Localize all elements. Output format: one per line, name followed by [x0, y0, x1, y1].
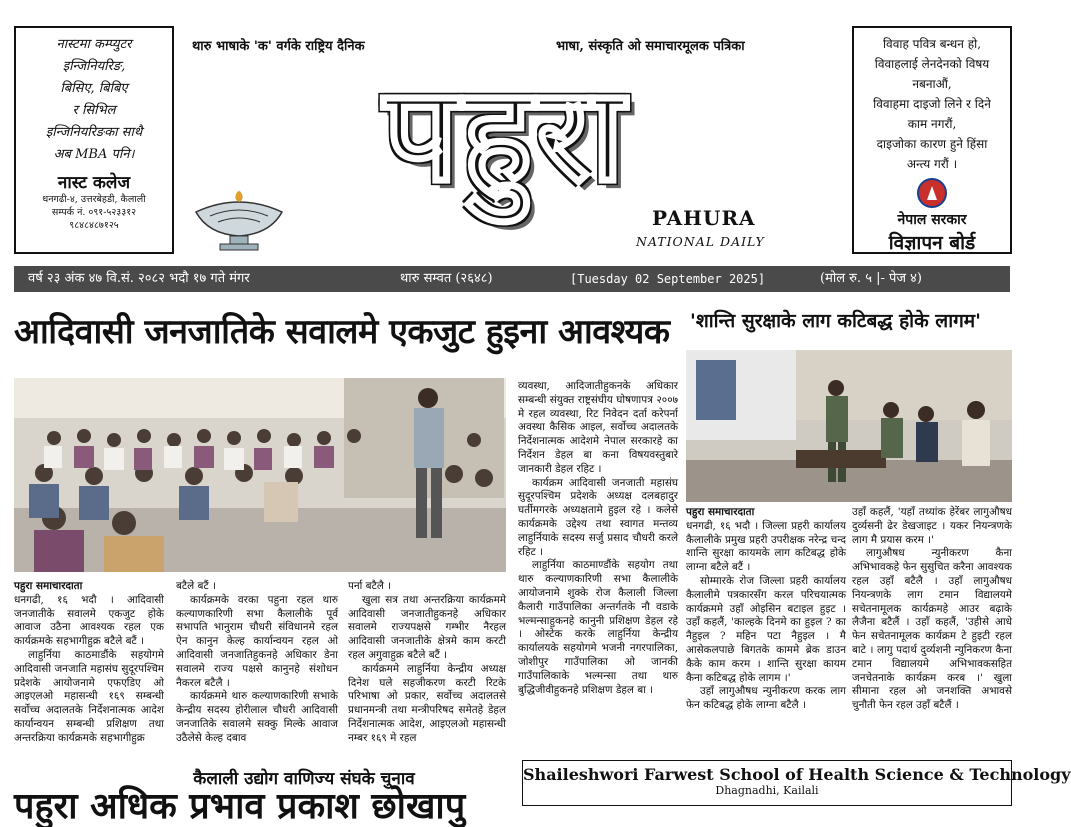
bottom-headline: पहुरा अधिक प्रभाव प्रकाश छोखापु [14, 786, 466, 827]
side-headline: 'शान्ति सुरक्षाके लाग कटिबद्ध होके लागम' [690, 310, 981, 332]
ad-left-line: र सिभिल [72, 103, 116, 118]
masthead-subtitle: NATIONAL DAILY [636, 234, 765, 249]
nepal-emblem-icon [917, 178, 947, 208]
ad-right-line: काम नगरौं, [907, 117, 957, 131]
school-advertisement [522, 760, 1071, 806]
paragraph: बटैले बटैं । [176, 580, 216, 592]
police-meeting-photo [686, 350, 1012, 502]
masthead-english: PAHURA [652, 206, 756, 230]
ad-right-line: विवाह पवित्र बन्धन हो, [882, 37, 982, 51]
college-advertisement [14, 26, 174, 254]
ad-right-line: नबनाऔं, [912, 77, 952, 91]
byline: पहुरा समाचारदाता [686, 506, 755, 518]
paragraph: लाहुर्निया काठमाडौंके सहयोगमे आदिवासी जनजाति महासंघ सुदूरपश्चिम प्रदेशके आयोजनामे एफएडिए ओ आइएलओ महासन्धी १६९ सम्बन्धी सर्वोच्च अदालतके निर्देशनात्मक आदेश कार्यान्वयन सम्बन्धी प्रशिक्षण तथा अन्तरक्रिया कार्यक्रमके सहभागीहुक्र [14, 648, 164, 744]
college-phone: ९८४८४८७१२५ [69, 220, 119, 231]
ad-left-line: इन्जिनियरिङ, [62, 59, 126, 74]
college-contact: सम्पर्क नं. ०९१-५२३३१२ [51, 207, 137, 218]
paragraph: लाहुर्निया काठमाण्डौंके सहयोग तथा थारु कल्याणकारिणी सभा कैलालीके आयोजनामे शुक्के रोज कैलाली जिल्ला कैलारी गाउँपालिका अन्तर्गतके नौ वडाके भल्मन्साहुकनहे कानुनी प्रशिक्षण डेहल रहे । ओस्टेक करके लाहुर्निया केन्द्रीय कार्यालयके सहयोगमे भजनी नगरपालिका, जोशीपुर गाउँपालिका ओ जानकी गाउँपालिकाके भल्मन्सा तथा थारु बुद्धिजीवीहुकनहे प्रशिक्षण डेहल बा । [518, 559, 678, 696]
ad-right-board: विज्ञापन बोर्ड [888, 232, 976, 254]
ad-right-line: दाइजोका कारण हुने हिंसा [876, 137, 988, 151]
article-column-1 [14, 580, 164, 760]
paragraph: लागुऔषध न्युनीकरण कैना अभिभावकहे फेन सुसुचित करैना आवश्यक रहल उहाँ बटैलै । उहाँ लागुऔषध नियन्त्रणके लाग टमान विद्यालयमे सचेतनामूलक कार्यक्रमहे आउर बढ़ाके लैजैना बटैलैं । उहाँ कहलैं, 'उहीसे आधे फेन सचेतनामूलक कार्यक्रम टे हुइटी रहल बाटे । लागु पदार्थ दुर्व्यशनी न्युनिकरण कैना टमान विद्यालयमे अभिभावकसहित जनचेतनाके कार्यक्रम करब ।' खुला सीमाना रहल ओ जनशक्ति अभावसे चुनौती फेन रहल उहाँ बटैलैं । [852, 547, 1012, 712]
bottom-subheadline: कैलाली उद्योग वाणिज्य संघके चुनाव [193, 769, 415, 789]
issue-info-strip [14, 266, 1010, 292]
byline: पहुरा समाचारदाता [14, 580, 83, 592]
paragraph: खुला सत्र तथा अन्तरक्रिया कार्यक्रममे आदिवासी जनजातीहुकनहे अधिकार सवालमे राज्यपक्षसे गम्भीर नैरहल आदिवासी जनजातीके क्षेत्रमे काम करटी रहल अगुवाहुक्र बटैले बटैं । [348, 593, 506, 661]
issue-number: वर्ष २३ अंक ४७ वि.सं. २०८२ भदौ १७ गते मंगर [28, 271, 250, 286]
ad-right-government: नेपाल सरकार [897, 212, 967, 228]
paragraph: कार्यक्रममे लाहुर्निया केन्द्रीय अध्यक्ष दिनेश घले सहजीकरण करटी रिटके परिभाषा ओ प्रकार, सर्वोच्च अदालतसे प्रधानमन्त्री तथा मन्त्रीपरिषद समेतहे डेहल निर्देशनात्मक आदेश, आइएलओ महासन्धी नम्बर १६९ मे रहल [348, 662, 506, 744]
article-column-5 [686, 506, 846, 756]
ad-right-line: विवाहमा दाइजो लिने र दिने [873, 97, 991, 111]
ad-left-mba: अब MBA पनि। [53, 147, 135, 162]
paragraph: उहाँ लागुऔषध न्युनीकरण करक लाग फेन कटिबद्ध होके लाग्ना बटैलै । [686, 685, 846, 712]
article-column-6 [852, 506, 1012, 756]
article-column-3 [348, 580, 506, 760]
article-column-4 [518, 380, 678, 760]
paragraph: उहाँ कहलैं, 'यहाँ तथ्यांक हेरेंबर लागुऔषध दुर्व्यसनी ढेर डेखजाइट । यकर नियन्त्रणके लाग मै प्रयास करम ।' [852, 506, 1012, 546]
tagline-right: भाषा, संस्कृति ओ समाचारमूलक पत्रिका [556, 39, 745, 54]
paragraph: धनगढी, १६ भदौ । जिल्ला प्रहरी कार्यालय कैलालीके प्रमुख प्रहरी उपरीक्षक नरेन्द्र चन्द शान्ति सुरक्षा कायमके लाग कटिबद्ध होके लाग्ना बटैले बटैं । [686, 519, 846, 574]
main-headline: आदिवासी जनजातिके सवालमे एकजुट हुइना आवश्यक [14, 312, 670, 352]
paragraph: व्यवस्था, आदिजातीहुकनके अधिकार सम्बन्धी संयुक्त राष्ट्रसंघीय घोषणापत्र २००७ मे रहल व्यवस्था, रिट निवेदन दर्ता करेपर्ना अवस्था कैसिक आइल, सर्वोच्च अदालतके निर्देशनात्मक आदेशमे नेपाल सरकारहे का निर्देशन डेहल बा कना विषयवस्तुबारे जानकारी डेहल रहिट । [518, 380, 678, 475]
paragraph: कार्यक्रममे थारु कल्याणकारिणी सभाके केन्द्रीय सदस्य होरीलाल चौधरी आदिवासी जनजातिके सवालमे सक्कु मिल्के आवाज उठैलेसे केल्ह दबाव [176, 690, 338, 744]
english-date: [Tuesday 02 September 2025] [570, 272, 766, 286]
masthead-title: पहुरा [383, 58, 629, 212]
tharu-year: थारु सम्वत (२६४८) [400, 271, 493, 286]
paragraph: सोम्मारके रोज जिल्ला प्रहरी कार्यालय कैलालीमे पत्रकारसँग करल परिचयात्मक कार्यक्रममे उहाँ ओइसिन बटाइल हुइट । उहाँ कहलैं, 'काल्हके दिनमे का हुइल ? का नैहुइल ? महिन पटा नैहुइल । मै आसेकलपाछे बिगतके काममे ब्रेक डाउन कैके काम करम । शान्ति सुरक्षा कायम कैना कटिबद्ध होके लागम ।' [686, 574, 846, 684]
college-name: नास्ट कलेज [57, 173, 131, 193]
paragraph: पर्ना बटैलै । [348, 580, 392, 592]
school-name: Shaileshwori Farwest School of Health Science & Technology [523, 765, 1071, 784]
ad-left-line: इन्जिनियरिङका साथै [45, 125, 143, 140]
ad-left-line: बिसिए, बिबिए [60, 81, 128, 96]
ad-right-line: अन्त्य गरौं । [906, 157, 958, 171]
article-column-2 [176, 580, 338, 760]
ad-left-line: नास्टमा कम्प्युटर [56, 37, 132, 52]
college-address: धनगढी-४, उत्तरबेहडी, कैलाली [42, 194, 146, 205]
paragraph: कार्यक्रम आदिवासी जनजाती महासंघ सुदूरपश्चिम प्रदेशके अध्यक्ष दलबहादुर घर्तीमगरके अध्यक्षतामे हुइल रहे । कलेसे कार्यक्रमके उद्देश्य तथा स्वागत मन्तव्य लाहुर्नियाके सदस्य सर्जु प्रसाद चौधरी करले रहिट । [518, 476, 678, 558]
price-pages: (मोल रु. ५ |- पेज ४) [820, 271, 922, 286]
lamp-logo-icon [190, 190, 288, 252]
tagline-left: थारु भाषाके 'क' वर्गके राष्ट्रिय दैनिक [192, 39, 365, 54]
government-advertisement [852, 26, 1012, 254]
school-address: Dhagnadhi, Kailali [715, 784, 819, 797]
meeting-photo [14, 378, 506, 572]
ad-right-line: विवाहलाई लेनदेनको विषय [874, 57, 990, 71]
paragraph: धनगढी, १६ भदौ । आदिवासी जनजातीके सवालमे एकजुट होके आवाज उठैना आवश्यक रहल एक कार्यक्रमके सहभागीहुक्र बटैले बटैं । [14, 593, 164, 648]
paragraph: कार्यक्रमके वरका पहुना रहल थारु कल्याणकारिणी सभा कैलालीके पूर्व सभापति भानुराम चौधरी संविधानमे रहल ऐन कानुन केल्ह कार्यान्वयन रहल ओ आदिवासी जनजातिहुकनहे अधिकार डेना सवालमे राज्य पक्षसे कानुनहे संशोधन नैकरल बटैलै । [176, 593, 338, 689]
